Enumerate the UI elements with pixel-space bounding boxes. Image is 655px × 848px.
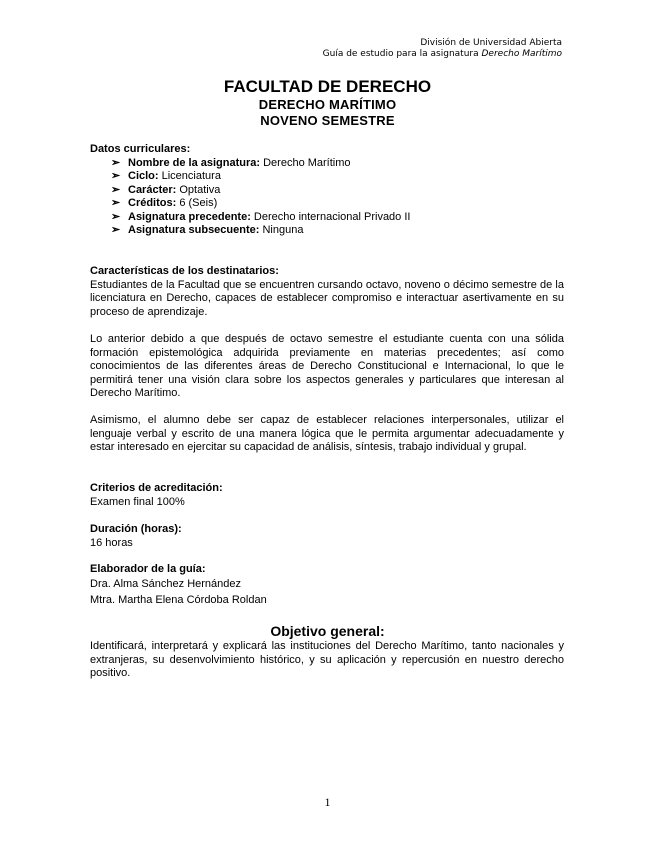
duracion-section bbox=[90, 523, 564, 550]
criterios-section bbox=[90, 482, 564, 509]
elaborador-heading: Elaborador de la guía: bbox=[90, 563, 206, 575]
list-item: ➢ Carácter: Optativa bbox=[111, 183, 221, 196]
title-block bbox=[0, 77, 655, 129]
elaborador-name: Dra. Alma Sánchez Hernández bbox=[90, 577, 242, 590]
elaborador-section bbox=[90, 563, 564, 608]
destinatarios-paragraph-1: Estudiantes de la Facultad que se encuentren cursando octavo, noveno o décimo semestre de la licenciatura en Derecho, capaces de establecer compromiso e interactuar asertivamente en su proceso de aprendizaje. bbox=[90, 278, 564, 318]
datos-heading: Datos curriculares: bbox=[90, 143, 191, 155]
duracion-value: 16 horas bbox=[90, 536, 133, 549]
datos-list bbox=[90, 157, 564, 238]
semester-title: NOVENO SEMESTRE bbox=[260, 113, 395, 128]
arrow-bullet-icon: ➢ bbox=[111, 156, 121, 169]
destinatarios-section bbox=[90, 265, 564, 319]
faculty-title: FACULTAD DE DERECHO bbox=[223, 77, 432, 96]
header-division: División de Universidad Abierta bbox=[420, 38, 562, 48]
list-item: ➢ Asignatura subsecuente: Ninguna bbox=[111, 224, 304, 236]
datos-curriculares bbox=[90, 143, 564, 238]
subject-title: DERECHO MARÍTIMO bbox=[258, 97, 397, 112]
elaborador-name: Mtra. Martha Elena Córdoba Roldan bbox=[90, 593, 267, 606]
criterios-value: Examen final 100% bbox=[90, 495, 185, 508]
arrow-bullet-icon: ➢ bbox=[111, 183, 121, 196]
destinatarios-paragraph-3: Asimismo, el alumno debe ser capaz de establecer relaciones interpersonales, utilizar el lenguaje verbal y escrito de una manera lógica que le permita argumentar adecuadamente y estar interesado en ejercitar su capacidad de análisis, síntesis, trabajo individual y grupal. bbox=[90, 414, 564, 453]
list-item: ➢ Ciclo: Licenciatura bbox=[111, 170, 221, 182]
objetivo-heading: Objetivo general: bbox=[270, 623, 385, 639]
list-item: ➢ Créditos: 6 (Seis) bbox=[111, 197, 218, 209]
arrow-bullet-icon: ➢ bbox=[111, 224, 121, 236]
destinatarios-paragraph-2: Lo anterior debido a que después de octavo semestre el estudiante cuenta con una sólida formación epistemológica adquirida previamente en materias precedentes; así como conocimientos de las diferentes áreas de Derecho Constitucional e Internacional, lo que le permitirá tener una visión clara sobre los aspectos generales y particulares que interesan al Derecho Marítimo. bbox=[90, 333, 564, 399]
running-header bbox=[323, 38, 562, 60]
duracion-heading: Duración (horas): bbox=[90, 523, 182, 535]
list-item: ➢ Asignatura precedente: Derecho internacional Privado II bbox=[111, 210, 411, 223]
objetivo-text: Identificará, interpretará y explicará las instituciones del Derecho Marítimo, tanto nacionales y extranjeras, su desenvolvimiento histórico, y su aplicación y repercusión en nuestro derecho positivo. bbox=[90, 640, 564, 679]
destinatarios-heading: Características de los destinatarios: bbox=[90, 265, 279, 277]
arrow-bullet-icon: ➢ bbox=[111, 197, 121, 209]
page-number: 1 bbox=[324, 795, 331, 809]
arrow-bullet-icon: ➢ bbox=[111, 170, 121, 182]
criterios-heading: Criterios de acreditación: bbox=[90, 482, 223, 494]
header-guide: Guía de estudio para la asignatura Derecho Marítimo bbox=[322, 49, 562, 59]
list-item: ➢ Nombre de la asignatura: Derecho Marítimo bbox=[111, 156, 351, 169]
arrow-bullet-icon: ➢ bbox=[111, 210, 121, 223]
header-subject: Derecho Marítimo bbox=[481, 49, 562, 59]
